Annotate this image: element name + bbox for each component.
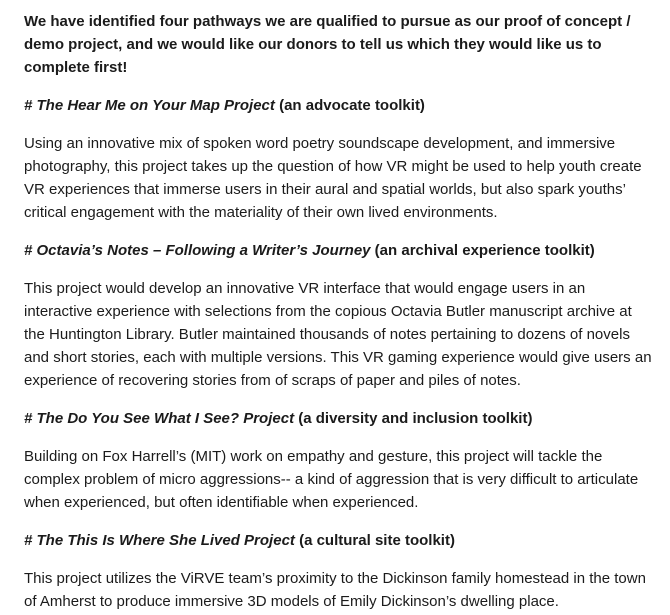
project-tag: (an advocate toolkit): [274, 97, 425, 114]
project-tag: (a cultural site toolkit): [294, 532, 455, 549]
project-heading-where-she-lived: [24, 529, 654, 552]
project-tag: (a diversity and inclusion toolkit): [294, 410, 533, 427]
project-heading-hear-me: [24, 94, 654, 117]
intro-paragraph: We have identified four pathways we are qualified to pursue as our proof of concept / demo project, and we would like our donors to tell us which they would like us to complete first!: [24, 13, 631, 76]
project-description-hear-me: Using an innovative mix of spoken word poetry soundscape development, and immersive photography, this project takes up the question of how VR might be used to help youth create VR experiences that immerse users in their aural and spatial worlds, but also spark youths’ critical engagement with the materiality of their own lived environments.: [24, 135, 642, 221]
project-title: # Octavia’s Notes – Following a Writer’s Journey: [24, 242, 371, 259]
project-title: # The Hear Me on Your Map Project: [24, 97, 275, 114]
project-tag: (an archival experience toolkit): [370, 242, 595, 259]
project-description-octavias-notes: This project would develop an innovative VR interface that would engage users in an interactive experience with selections from the copious Octavia Butler manuscript archive at the Huntington Library. Butler maintained thousands of notes pertaining to dozens of novels and short stories, each with multiple versions. This VR gaming experience would give users an experience of recovering stories from of scraps of paper and piles of notes.: [24, 280, 652, 389]
project-heading-octavias-notes: [24, 239, 654, 262]
project-description-where-she-lived: This project utilizes the ViRVE team’s proximity to the Dickinson family homestead in the town of Amherst to produce immersive 3D models of Emily Dickinson’s dwelling place.: [24, 570, 646, 610]
project-heading-do-you-see: [24, 407, 654, 430]
project-title: # The Do You See What I See? Project: [24, 410, 295, 427]
project-description-do-you-see: Building on Fox Harrell’s (MIT) work on empathy and gesture, this project will tackle the complex problem of micro aggressions-- a kind of aggression that is very difficult to articulate when experienced, but often identifiable when experienced.: [24, 448, 639, 511]
project-title: # The This Is Where She Lived Project: [24, 532, 295, 549]
